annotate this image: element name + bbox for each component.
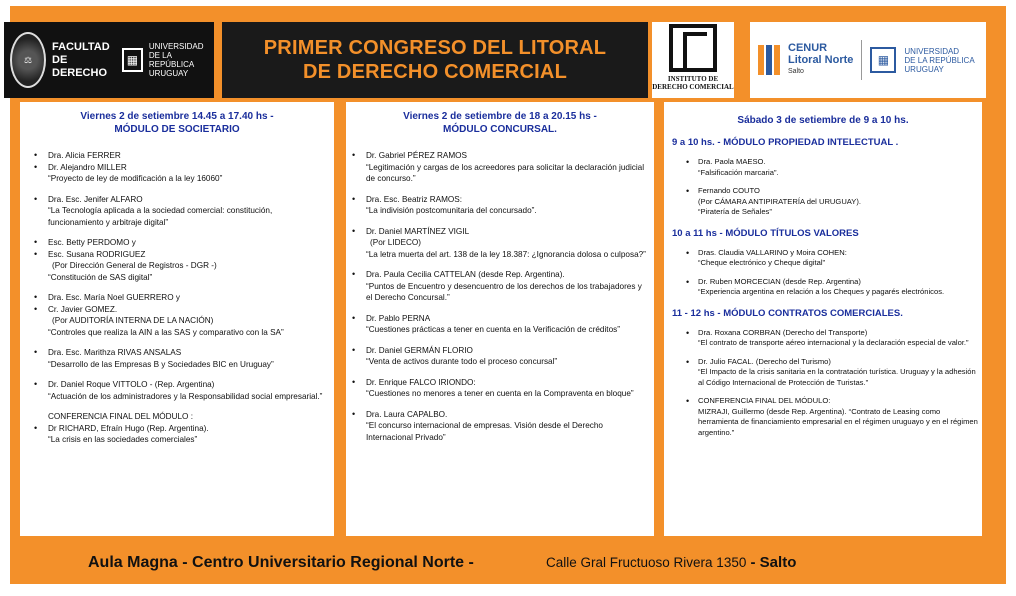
talk-title: “El concurso internacional de empresas. Visión desde el Derecho Internacional Privado” [366,421,603,442]
speaker-entry [34,411,326,446]
speaker-name: • Dr RICHARD, Efraín Hugo (Rep. Argentina). [34,423,326,435]
cenur-logo-text: CENUR Litoral Norte Salto [788,42,854,75]
university-seal-icon: ⚖ [10,32,46,88]
speaker-name: • Dra. Esc. Jenifer ALFARO [34,194,326,206]
column-societario [20,102,334,536]
speaker-name: • Dra. Roxana CORBRAN (Derecho del Transporte) [686,328,982,339]
talk-title: “La indivisión postcomunitaria del concursado”. [366,206,537,215]
speaker-name: • Dr. Daniel Roque VITTOLO - (Rep. Argentina) [34,379,326,391]
speaker-name: • Dr. Daniel GERMÁN FLORIO [352,345,646,357]
talk-title: “Experiencia argentina en relación a los Cheques y pagarés electrónicos. [698,287,945,296]
udelar-mark-icon: ▦ [870,47,896,73]
speaker-entry [34,292,326,338]
speaker-entry [664,157,982,178]
speaker-entry [34,237,326,283]
speaker-entry [352,345,646,368]
speaker-organization: (Por LIDECO) [370,238,421,247]
speaker-name: • Dr. Gabriel PÉREZ RAMOS [352,150,646,162]
talk-title: “Controles que realiza la AIN a las SAS y comparativo con la SA” [48,327,284,337]
speaker-name: • Dra. Alicia FERRER [34,150,326,162]
talk-title: “Legitimación y cargas de los acreedores para solicitar la declaración judicial de concurso.” [366,162,645,183]
speaker-list [20,150,334,446]
facultad-derecho-logo [4,22,214,98]
speaker-name: • Dr. Julio FACAL. (Derecho del Turismo) [686,357,982,368]
logo-divider [861,40,862,80]
footer-bar [10,540,1006,584]
speaker-entry [352,194,646,217]
talk-title: MIZRAJI, Guillermo (desde Rep. Argentina). “Contrato de Leasing como herramienta de financiamiento empresarial en el régimen uruguayo y en el régimen argentino.” [698,406,978,437]
speaker-name: • Dra. Paula Cecilia CATTELAN (desde Rep. Argentina). [352,269,646,281]
talk-title: “Falsificación marcaria”. [698,167,779,177]
instituto-logo [652,22,734,98]
speaker-name: • Dr. Enrique FALCO IRIONDO: [352,377,646,389]
speaker-entry [352,226,646,261]
event-title-banner [222,22,648,98]
speaker-name: • CONFERENCIA FINAL DEL MÓDULO: [686,396,982,407]
address-text: Calle Gral Fructuoso Rivera 1350 - Salto [546,554,797,571]
speaker-list [664,157,982,218]
speaker-entry [664,357,982,389]
column-heading: Sábado 3 de setiembre de 9 a 10 hs. [737,115,909,126]
speaker-name: • Dra. Paola MAESO. [686,157,982,168]
speaker-entry [352,269,646,304]
speaker-entry [664,277,982,298]
speaker-organization: (Por AUDITORÍA INTERNA DE LA NACIÓN) [52,316,214,325]
module-title: 11 - 12 hs - MÓDULO CONTRATOS COMERCIALES. [672,307,903,319]
speaker-list [346,150,654,443]
cenur-mark-icon [758,45,780,75]
talk-title: “La crisis en las sociedades comerciales” [48,435,198,444]
speaker-name: • Dr. Alejandro MILLER [34,162,326,174]
speaker-entry [352,150,646,185]
talk-title: “Cuestiones prácticas a tener en cuenta en la Verificación de créditos” [366,325,620,334]
speaker-entry [352,409,646,444]
talk-title: “Puntos de Encuentro y desencuentro de los derechos de los trabajadores y el Derecho Concursal.” [366,281,642,302]
speaker-entry [352,377,646,400]
speaker-list [664,328,982,439]
speaker-entry [34,347,326,370]
speaker-name: • Dra. Esc. Beatriz RAMOS: [352,194,646,206]
speaker-list [664,248,982,298]
speaker-name: • Dr. Pablo PERNA [352,313,646,325]
speaker-organization: (Por Dirección General de Registros - DGR -) [52,261,217,270]
instituto-logo-text: INSTITUTO DE DERECHO COMERCIAL [652,75,734,91]
speaker-entry [34,379,326,402]
module-sections [664,137,982,438]
facultad-logo-text: FACULTAD DE DERECHO [52,40,110,79]
column-heading: Viernes 2 de setiembre de 18 a 20.15 hs - MÓDULO CONCURSAL. [403,111,597,135]
column-concursal [346,102,654,536]
talk-title: “Constitución de SAS digital” [48,272,153,282]
speaker-name: • Cr. Javier GOMEZ. [34,304,326,316]
speaker-entry [664,328,982,349]
column-sabado [664,102,982,536]
talk-title: “El contrato de transporte aéreo internacional y la declaración especial de valor.” [698,338,969,347]
talk-title: “Desarrollo de las Empresas B y Sociedades BIC en Uruguay” [48,359,274,369]
conference-label: CONFERENCIA FINAL DEL MÓDULO : [48,412,193,421]
speaker-entry [664,186,982,218]
module-title: 10 a 11 hs - MÓDULO TÍTULOS VALORES [672,227,859,239]
instituto-mark-icon [669,24,717,72]
talk-title: “El Impacto de la crisis sanitaria en la contratación turística. Uruguay y la adhesión al Código Internacional de Protección de Turistas.” [698,367,976,387]
talk-title: “Proyecto de ley de modificación a la ley 16060” [48,174,223,183]
talk-title: “Cuestiones no menores a tener en cuenta en la Compraventa en bloque” [366,389,634,398]
speaker-name: • Dra. Esc. María Noel GUERRERO y [34,292,326,304]
speaker-name: • Dras. Claudia VALLARINO y Moira COHEN: [686,248,982,259]
speaker-entry [34,194,326,229]
event-title-line2: DE DERECHO COMERCIAL [302,61,567,83]
talk-title: “Venta de activos durante todo el proceso concursal” [366,357,558,366]
event-title-line1: PRIMER CONGRESO DEL LITORAL [263,37,607,59]
column-heading: Viernes 2 de setiembre 14.45 a 17.40 hs - MÓDULO DE SOCIETARIO [80,111,274,135]
speaker-name: • Esc. Susana RODRIGUEZ [34,249,326,261]
speaker-entry [664,396,982,438]
cenur-logo [750,22,986,98]
speaker-entry [34,150,326,185]
speaker-entry [352,313,646,336]
talk-title: “Actuación de los administradores y la Responsabilidad social empresarial.” [48,391,323,401]
speaker-name: • Esc. Betty PERDOMO y [34,237,326,249]
talk-title: “Cheque electrónico y Cheque digital” [698,258,826,267]
udelar-logo-text-2: UNIVERSIDAD DE LA REPÚBLICA URUGUAY [904,46,975,74]
speaker-entry [664,248,982,269]
speaker-name: • Dra. Laura CAPALBO. [352,409,646,421]
speaker-name: • Dra. Esc. Marithza RIVAS ANSALAS [34,347,326,359]
speaker-name: • Fernando COUTO [686,186,982,197]
speaker-name: • Dr. Ruben MORCECIAN (desde Rep. Argentina) [686,277,982,288]
talk-title: “La Tecnología aplicada a la sociedad comercial: constitución, funcionamiento y arbitraje digital” [48,206,273,227]
udelar-mark-icon: ▦ [122,48,143,72]
udelar-logo-text: UNIVERSIDAD DE LA REPÚBLICA URUGUAY [148,42,204,78]
venue-text: Aula Magna - Centro Universitario Regional Norte - [88,554,474,571]
speaker-name: • Dr. Daniel MARTÍNEZ VIGIL [352,226,646,238]
talk-title: “Piratería de Señales” [698,207,772,216]
talk-title: “La letra muerta del art. 138 de la ley 18.387: ¿Ignorancia dolosa o culposa?” [366,249,646,259]
speaker-organization: (Por CÁMARA ANTIPIRATERÍA del URUGUAY). [698,196,862,206]
module-title: 9 a 10 hs. - MÓDULO PROPIEDAD INTELECTUAL . [672,137,899,148]
